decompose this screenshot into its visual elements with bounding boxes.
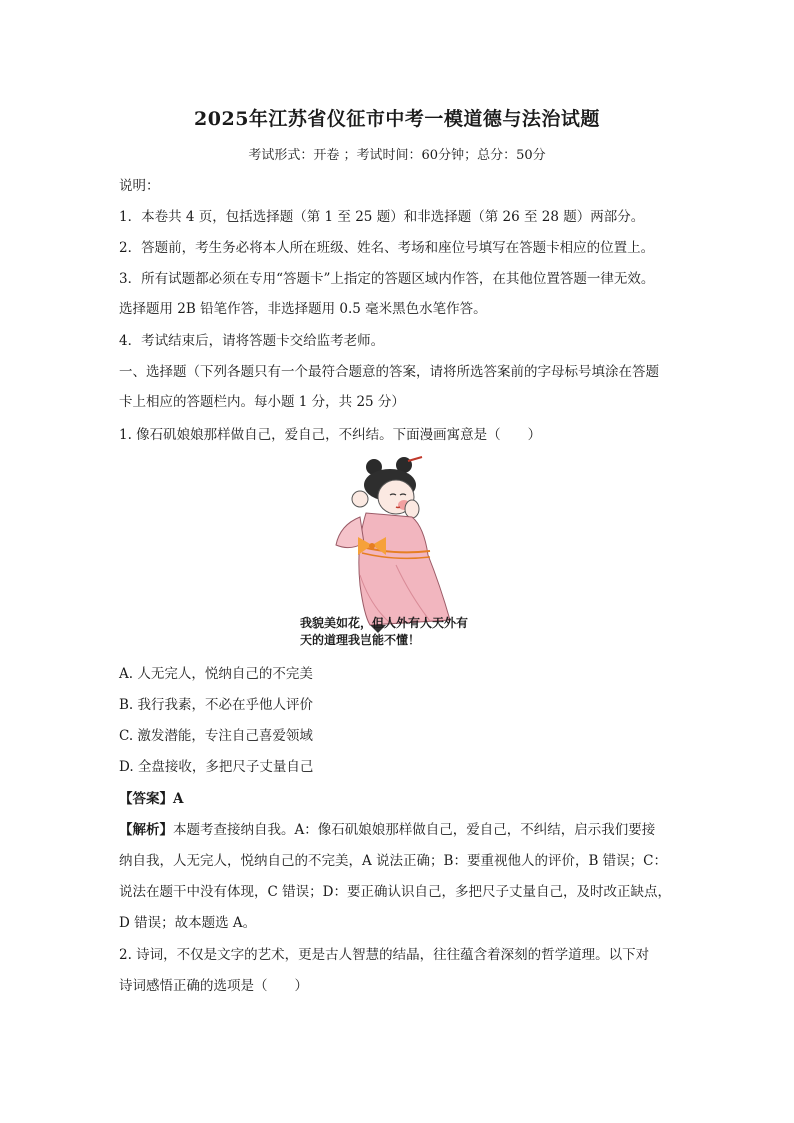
analysis-line: 说法在题干中没有体现，C 错误；D：要正确认识自己，多把尺子丈量自己，及时改正缺点， [119, 884, 671, 900]
comic-caption-line: 天的道理我岂能不懂！ [300, 633, 421, 647]
instruction-item: 2．答题前，考生务必将本人所在班级、姓名、考场和座位号填写在答题卡相应的位置上。 [119, 240, 655, 256]
hairpin-icon [408, 457, 422, 461]
comic-caption-line: 我貌美如花，但人外有人天外有 [300, 616, 469, 630]
analysis-label: 【解析】 [119, 822, 173, 838]
section-heading: 卡上相应的答题栏内。每小题 1 分，共 25 分） [119, 394, 405, 410]
comic-caption [300, 615, 500, 649]
instruction-item: 1．本卷共 4 页，包括选择题（第 1 至 25 题）和非选择题（第 26 至 28 题）两部分。 [119, 209, 645, 225]
option-d: D. 全盘接收，多把尺子丈量自己 [119, 759, 314, 775]
option-a: A. 人无完人，悦纳自己的不完美 [119, 666, 313, 682]
option-c: C. 激发潜能，专注自己喜爱领域 [119, 728, 313, 744]
robe [359, 513, 450, 625]
hand [352, 491, 368, 507]
instruction-item: 4．考试结束后，请将答题卡交给监考老师。 [119, 333, 385, 349]
option-b: B. 我行我素，不必在乎他人评价 [119, 697, 314, 713]
question-2-stem: 2. 诗词，不仅是文字的艺术，更是古人智慧的结晶，往往蕴含着深刻的哲学道理。以下对 [119, 947, 650, 963]
hand [405, 500, 419, 518]
exam-info: 考试形式：开卷 ；考试时间：60分钟；总分：50分 [248, 148, 546, 163]
section-heading: 一、选择题（下列各题只有一个最符合题意的答案，请将所选答案前的字母标号填涂在答题 [119, 364, 659, 380]
instructions-heading: 说明： [119, 178, 160, 194]
instruction-item: 3．所有试题都必须在专用“答题卡”上指定的答题区域内作答，在其他位置答题一律无效。 [119, 271, 655, 287]
question-1-stem: 1. 像石矶娘娘那样做自己，爱自己，不纠结。下面漫画寓意是（ ） [119, 427, 542, 443]
analysis-text: 本题考查接纳自我。A：像石矶娘娘那样做自己，爱自己，不纠结，启示我们要接 [173, 822, 656, 838]
answer: 【答案】A [119, 791, 184, 807]
analysis-line [119, 820, 689, 840]
analysis-line: D 错误；故本题选 A。 [119, 915, 257, 931]
instruction-item: 选择题用 2B 铅笔作答，非选择题用 0.5 毫米黑色水笔作答。 [119, 301, 487, 317]
question-2-stem: 诗词感悟正确的选项是（ ） [119, 978, 308, 994]
page-title: 2025年江苏省仪征市中考一模道德与法治试题 [194, 108, 600, 130]
analysis-line: 纳自我，人无完人，悦纳自己的不完美，A 说法正确；B：要重视他人的评价，B 错误；C： [119, 853, 668, 869]
